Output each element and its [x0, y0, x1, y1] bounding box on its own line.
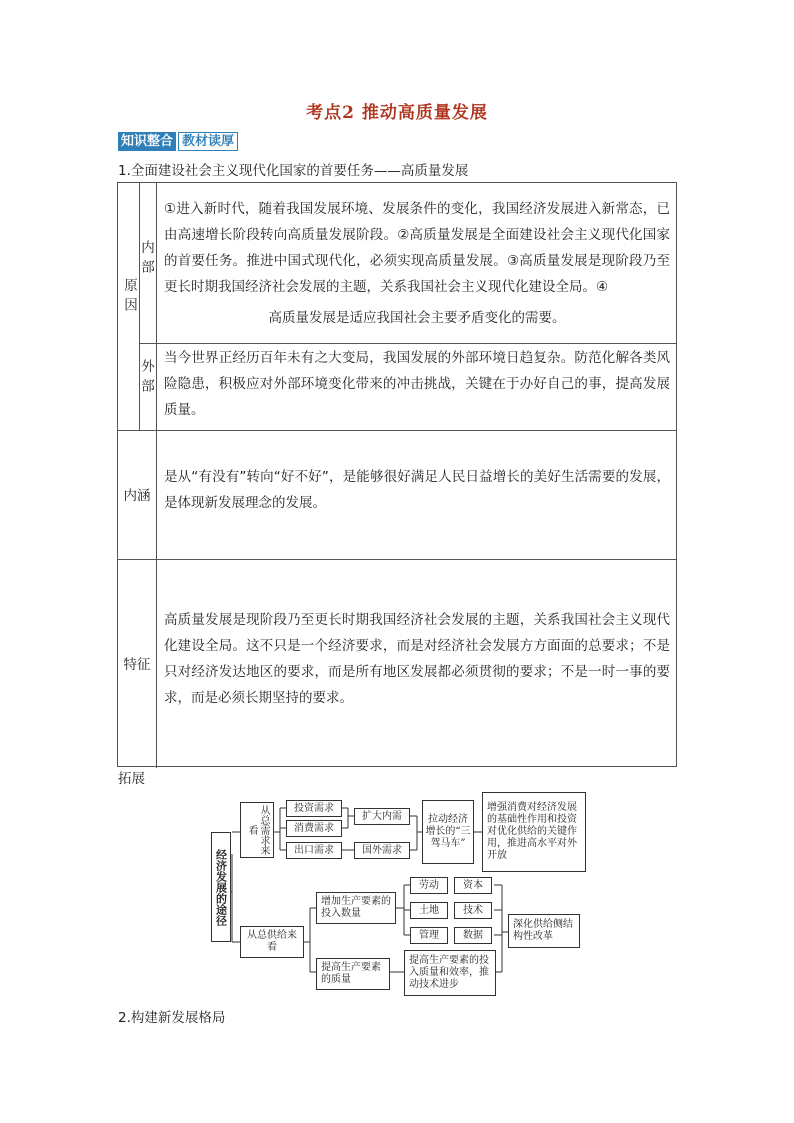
diagram-supply-result: 深化供给侧结构性改革 — [508, 914, 580, 948]
connotation-text: 是从“有没有”转向“好不好”，是能够很好满足人民日益增长的美好生活需要的发展，是体现新发展理念的发展。 — [164, 469, 670, 511]
diagram-foreign: 国外需求 — [354, 842, 410, 859]
economy-diagram — [204, 792, 594, 1002]
extension-label: 拓展 — [118, 771, 145, 787]
feature-text: 高质量发展是现阶段乃至更长时期我国经济社会发展的主题，关系我国社会主义现代化建设全局。这不只是一个经济要求，而是对经济社会发展方方面面的总要求；不是只对经济发达地区的要求，而是所有地区发展都必须贯彻的要求；不是一时一事的要求，而是必须长期坚持的要求。 — [164, 612, 670, 706]
table-divider — [118, 430, 677, 431]
table-divider — [156, 183, 157, 768]
diagram-mgmt: 管理 — [410, 927, 448, 944]
page-title: 考点2 推动高质量发展 — [306, 103, 488, 123]
outer-text: 当今世界正经历百年未有之大变局，我国发展的外部环境日趋复杂。防范化解各类风险隐患，积极应对外部环境变化带来的冲击挑战，关键在于办好自己的事，提高发展质量。 — [164, 350, 670, 418]
content-table — [117, 182, 677, 767]
diagram-invest: 投资需求 — [286, 800, 342, 817]
diagram-increase: 增加生产要素的投入数量 — [316, 892, 396, 924]
diagram-tech: 技术 — [454, 902, 492, 919]
row-label-feature: 特征 — [123, 657, 151, 673]
badge-textbook: 教材读厚 — [178, 132, 238, 151]
section-heading-1: 1.全面建设社会主义现代化国家的首要任务——高质量发展 — [118, 163, 469, 179]
row-label-outer: 外部 — [138, 359, 154, 398]
diagram-labor: 劳动 — [410, 877, 448, 894]
row-label-inner: 内部 — [138, 240, 154, 279]
section-badge — [118, 132, 238, 151]
diagram-export: 出口需求 — [286, 842, 342, 859]
diagram-capital: 资本 — [454, 877, 492, 894]
diagram-data: 数据 — [454, 927, 492, 944]
diagram-troika: 拉动经济增长的“三驾马车” — [422, 800, 474, 864]
diagram-supply: 从总供给来看 — [240, 926, 304, 958]
badge-knowledge: 知识整合 — [118, 132, 176, 151]
row-label-connotation: 内涵 — [123, 488, 151, 504]
diagram-demand-result: 增强消费对经济发展的基础性作用和投资对优化供给的关键作用，推进高水平对外开放 — [482, 792, 586, 872]
section-heading-2: 2.构建新发展格局 — [118, 1010, 226, 1026]
row-label-reason: 原因 — [121, 278, 137, 317]
table-divider — [118, 559, 677, 560]
diagram-root: 经济发展的途径 — [211, 832, 231, 942]
diagram-demand: 从总需求来看 — [240, 802, 274, 858]
inner-text: ①进入新时代，随着我国发展环境、发展条件的变化，我国经济发展进入新常态，已由高速增长阶段转向高质量发展阶段。②高质量发展是全面建设社会主义现代化国家的首要任务。推进中国式现代化，必须实现高质量发展。③高质量发展是现阶段乃至更长时期我国经济社会发展的主题，关系我国社会主义现代化建设全局。④ — [164, 201, 670, 295]
diagram-land: 土地 — [410, 902, 448, 919]
table-divider — [139, 343, 677, 344]
diagram-consume: 消费需求 — [286, 820, 342, 837]
diagram-improve: 提高生产要素的质量 — [316, 958, 390, 990]
diagram-expand: 扩大内需 — [354, 808, 410, 825]
diagram-efficiency: 提高生产要素的投入质量和效率，推动技术进步 — [404, 950, 496, 996]
inner-text-last: 高质量发展是适应我国社会主要矛盾变化的需要。 — [268, 310, 566, 326]
